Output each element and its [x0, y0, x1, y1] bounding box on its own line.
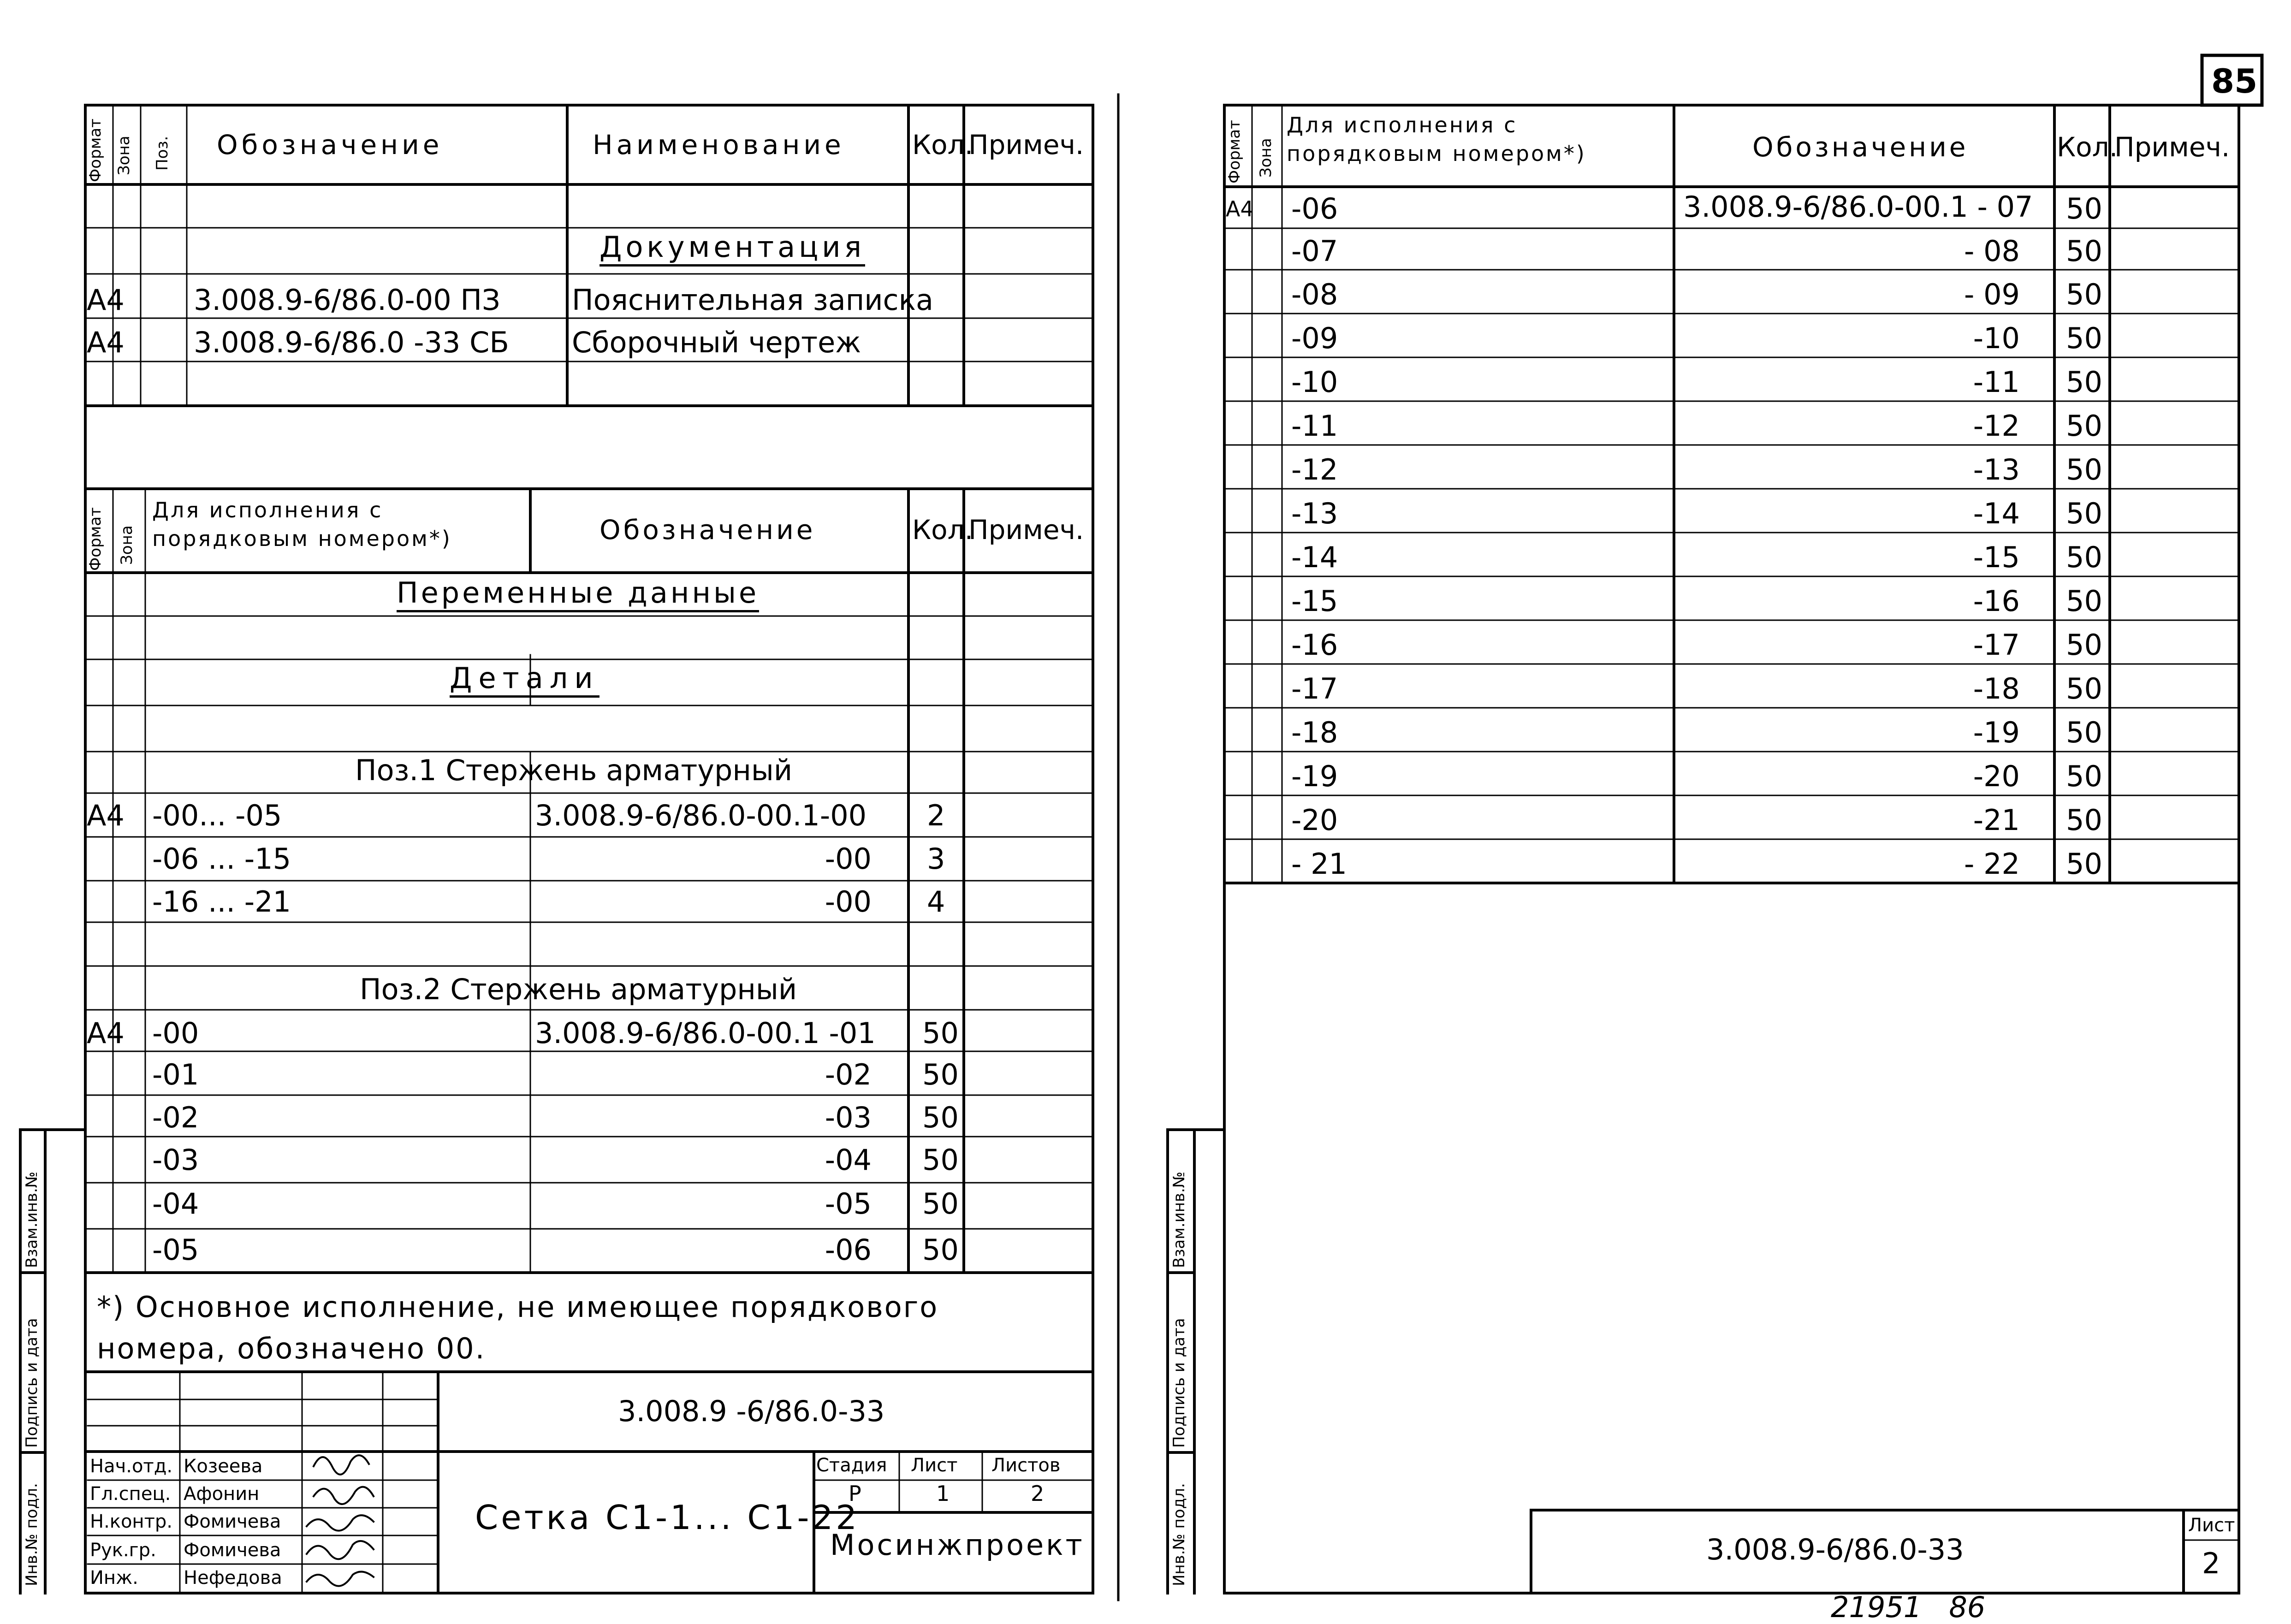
stamp-title: Сетка С1-1... С1-22	[475, 1498, 860, 1537]
pos2-row-qty: 50	[922, 1101, 959, 1134]
row-qty: 50	[2066, 497, 2102, 530]
pos1-row-designation: -00	[825, 842, 872, 876]
stamp-person: Нефедова	[184, 1567, 282, 1588]
col-head-qty: Кол.	[912, 514, 973, 545]
pos1-row-qty: 3	[927, 842, 945, 876]
row-qty: 50	[2066, 409, 2102, 443]
row-variant: -13	[1291, 497, 1338, 530]
row-variant: - 21	[1291, 847, 1347, 881]
stamp-sheet-label: Лист	[2188, 1515, 2235, 1536]
row-variant: -18	[1291, 716, 1338, 749]
page-number: 85	[2211, 62, 2258, 101]
row-designation: -15	[1973, 540, 2020, 574]
pos2-row-designation: -03	[825, 1101, 872, 1134]
pos2-row-qty: 50	[922, 1233, 959, 1267]
col-head-format: Формат	[1225, 120, 1244, 184]
row-format: А4	[1226, 196, 1254, 221]
row-designation: - 08	[1964, 234, 2020, 268]
row-qty: 50	[2066, 628, 2102, 662]
pos2-row-designation: -06	[825, 1233, 872, 1267]
stamp-sheet-label: Лист	[911, 1455, 958, 1476]
row-designation: -19	[1973, 716, 2020, 749]
stamp-person: Афонин	[184, 1483, 260, 1505]
pos2-row-variant: -04	[152, 1187, 199, 1221]
col-head-note: Примеч.	[968, 129, 1084, 160]
pos1-row-format: А4	[87, 799, 125, 832]
col-head-note: Примеч.	[2114, 131, 2230, 163]
col-head-name: Наименование	[593, 129, 845, 160]
row-variant: -12	[1291, 453, 1338, 486]
col-head-format: Формат	[86, 119, 105, 182]
col-head-note: Примеч.	[968, 514, 1084, 545]
stamp-sheets: 2	[1031, 1481, 1045, 1506]
row-qty: 50	[2066, 672, 2102, 705]
stamp-role: Нач.отд.	[90, 1456, 173, 1477]
stamp-sheet: 2	[2202, 1547, 2220, 1580]
row-variant: -20	[1291, 803, 1338, 837]
row-qty: 50	[2066, 234, 2102, 268]
stamp-role: Рук.гр.	[90, 1540, 156, 1561]
stamp-person: Козеева	[184, 1456, 263, 1477]
row-designation: -21	[1973, 803, 2020, 837]
pos1-row-variant: -00... -05	[152, 799, 282, 832]
side-label-replaced: Взам.инв.№	[1170, 1171, 1188, 1268]
section-variable-data: Переменные данные	[397, 579, 759, 612]
row-designation: -10	[1973, 321, 2020, 355]
stamp-role: Гл.спец.	[90, 1483, 171, 1505]
col-head-qty: Кол.	[2057, 131, 2118, 163]
stamp-person: Фомичева	[184, 1511, 281, 1532]
doc-row-format: А4	[87, 283, 125, 317]
row-variant: -17	[1291, 672, 1338, 705]
pos2-row-variant: -03	[152, 1143, 199, 1177]
row-designation: - 22	[1964, 847, 2020, 881]
pos1-row-qty: 2	[927, 799, 945, 832]
row-designation: -18	[1973, 672, 2020, 705]
pos2-row-format: А4	[87, 1016, 125, 1050]
stamp-role: Н.контр.	[90, 1511, 172, 1532]
row-designation: - 09	[1964, 278, 2020, 311]
side-label-replaced: Взам.инв.№	[23, 1171, 41, 1268]
col-head-zone: Зона	[115, 136, 133, 175]
row-designation: -12	[1973, 409, 2020, 443]
stamp-code: 3.008.9 -6/86.0-33	[618, 1394, 885, 1428]
row-designation: -11	[1973, 365, 2020, 399]
stamp-sheets-label: Листов	[991, 1455, 1061, 1476]
row-designation: -14	[1973, 497, 2020, 530]
row-qty: 50	[2066, 716, 2102, 749]
side-label-inv: Инв.№ подл.	[23, 1483, 41, 1586]
pos2-row-variant: -01	[152, 1058, 199, 1091]
col-head-pos: Поз.	[153, 136, 172, 171]
footnote: *) Основное исполнение, не имеющее порядкового номера, обозначено 00.	[97, 1290, 939, 1365]
pos2-row-designation: 3.008.9-6/86.0-00.1 -01	[535, 1016, 876, 1050]
row-designation: -13	[1973, 453, 2020, 486]
row-qty: 50	[2066, 803, 2102, 837]
pos1-row-variant: -16 ... -21	[152, 885, 291, 919]
doc-row-designation: 3.008.9-6/86.0 -33 СБ	[194, 326, 509, 359]
row-designation: -20	[1973, 759, 2020, 793]
doc-row-designation: 3.008.9-6/86.0-00 ПЗ	[194, 283, 500, 317]
col-head-zone: Зона	[118, 525, 136, 565]
row-qty: 50	[2066, 365, 2102, 399]
stamp-org: Мосинжпроект	[830, 1528, 1085, 1562]
row-designation: 3.008.9-6/86.0-00.1 - 07	[1683, 190, 2033, 224]
row-qty: 50	[2066, 278, 2102, 311]
row-qty: 50	[2066, 540, 2102, 574]
col-head-designation: Обозначение	[217, 129, 443, 160]
pos2-row-variant: -02	[152, 1101, 199, 1134]
section-details: Детали	[450, 664, 599, 698]
col-head-format: Формат	[86, 507, 105, 571]
row-designation: -17	[1973, 628, 2020, 662]
col-head-qty: Кол.	[912, 129, 973, 160]
pos2-row-qty: 50	[922, 1143, 959, 1177]
row-qty: 50	[2066, 584, 2102, 618]
pos2-title: Поз.2 Стержень арматурный	[360, 972, 797, 1006]
pos1-title: Поз.1 Стержень арматурный	[355, 753, 793, 787]
doc-row-name: Сборочный чертеж	[572, 326, 861, 359]
pos1-row-variant: -06 ... -15	[152, 842, 291, 876]
col-head-variant: Для исполнения с порядковым номером*)	[152, 498, 452, 551]
pos2-row-variant: -05	[152, 1233, 199, 1267]
pos1-row-designation: 3.008.9-6/86.0-00.1-00	[535, 799, 867, 832]
stamp-stage: Р	[849, 1481, 861, 1506]
pos2-row-qty: 50	[922, 1058, 959, 1091]
pos1-row-qty: 4	[927, 885, 945, 919]
row-qty: 50	[2066, 192, 2102, 225]
signature-marks	[307, 1455, 374, 1586]
side-label-inv: Инв.№ подл.	[1170, 1483, 1188, 1586]
bottom-archive-number: 21951 86	[1831, 1590, 1986, 1624]
col-head-designation: Обозначение	[1752, 131, 1969, 163]
row-variant: -16	[1291, 628, 1338, 662]
stamp-sheet: 1	[936, 1481, 950, 1506]
row-variant: -19	[1291, 759, 1338, 793]
pos2-row-designation: -02	[825, 1058, 872, 1091]
pos1-row-designation: -00	[825, 885, 872, 919]
doc-row-format: А4	[87, 326, 125, 359]
side-label-signature: Подпись и дата	[1170, 1318, 1188, 1448]
col-head-zone: Зона	[1257, 138, 1275, 178]
col-head-designation: Обозначение	[599, 514, 816, 545]
stamp-code: 3.008.9-6/86.0-33	[1706, 1533, 1964, 1566]
row-variant: -09	[1291, 321, 1338, 355]
pos2-row-variant: -00	[152, 1016, 199, 1050]
row-qty: 50	[2066, 847, 2102, 881]
row-variant: -10	[1291, 365, 1338, 399]
section-documentation: Документация	[599, 233, 865, 267]
row-variant: -15	[1291, 584, 1338, 618]
row-qty: 50	[2066, 453, 2102, 486]
pos2-row-designation: -04	[825, 1143, 872, 1177]
row-qty: 50	[2066, 759, 2102, 793]
stamp-stage-label: Стадия	[816, 1455, 887, 1476]
col-head-variant: Для исполнения с порядковым номером*)	[1287, 113, 1586, 166]
row-qty: 50	[2066, 321, 2102, 355]
row-variant: -14	[1291, 540, 1338, 574]
row-variant: -08	[1291, 278, 1338, 311]
pos2-row-qty: 50	[922, 1016, 959, 1050]
row-variant: -07	[1291, 234, 1338, 268]
stamp-role: Инж.	[90, 1567, 138, 1588]
pos2-row-designation: -05	[825, 1187, 872, 1221]
doc-row-name: Пояснительная записка	[572, 283, 934, 317]
row-variant: -11	[1291, 409, 1338, 443]
stamp-person: Фомичева	[184, 1540, 281, 1561]
pos2-row-qty: 50	[922, 1187, 959, 1221]
row-designation: -16	[1973, 584, 2020, 618]
row-variant: -06	[1291, 192, 1338, 225]
side-label-signature: Подпись и дата	[23, 1318, 41, 1448]
